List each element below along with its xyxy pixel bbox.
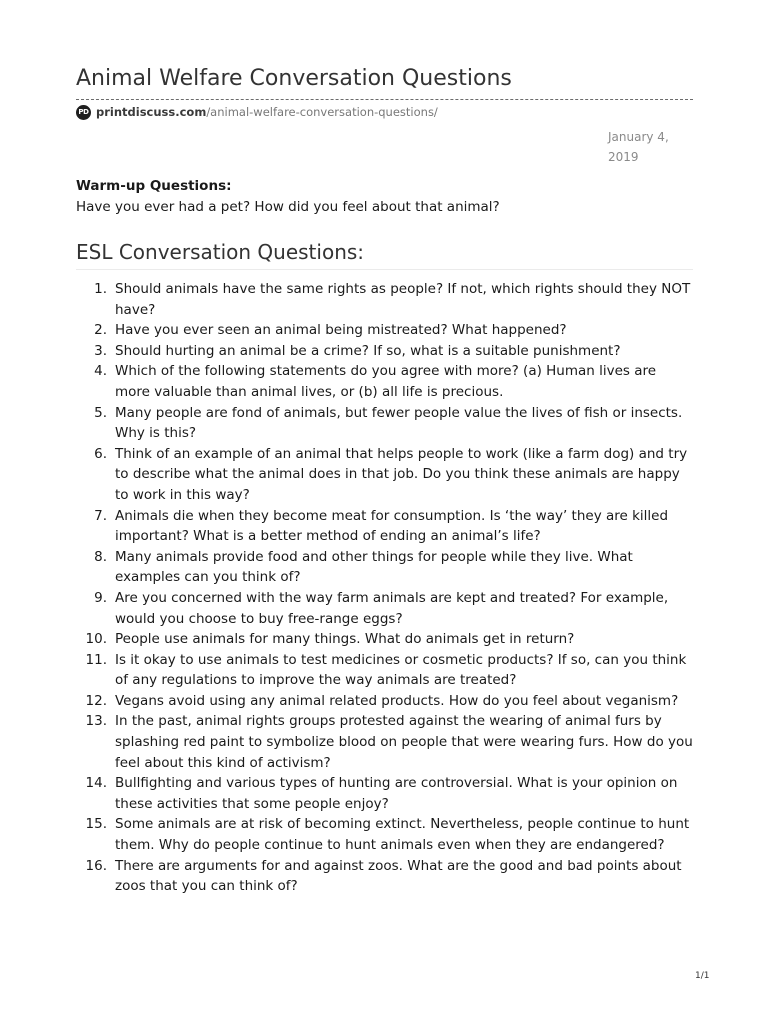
question-item xyxy=(76,444,693,506)
question-text: Bullfighting and various types of hunting are controversial. What is your opinion on these activities that some people enjoy? xyxy=(115,775,678,812)
question-item xyxy=(76,856,693,897)
question-item xyxy=(76,814,693,855)
section-divider xyxy=(76,269,693,270)
question-item xyxy=(76,588,693,629)
question-text: Many people are fond of animals, but fewer people value the lives of fish or insects. Why is this? xyxy=(115,404,683,442)
question-text: In the past, animal rights groups protested against the wearing of animal furs by splashing red paint to symbolize blood on people that were wearing furs. How do you feel about this kind of activism? xyxy=(115,713,693,771)
question-number: 14. xyxy=(85,775,107,792)
warmup-question: Have you ever had a pet? How did you feel about that animal? xyxy=(76,199,500,215)
question-number: 16. xyxy=(85,857,107,874)
question-text: Some animals are at risk of becoming extinct. Nevertheless, people continue to hunt them. Why do people continue to hunt animals even when they are endangered? xyxy=(115,816,690,854)
printdiscuss-logo-icon: PD xyxy=(76,105,91,120)
question-text: Vegans avoid using any animal related products. How do you feel about veganism? xyxy=(115,692,679,709)
title-divider xyxy=(76,99,693,100)
question-number: 15. xyxy=(85,816,107,833)
question-number: 10. xyxy=(85,631,107,648)
question-number: 12. xyxy=(85,692,107,709)
question-item xyxy=(76,279,693,320)
question-number: 5. xyxy=(94,404,107,421)
source-domain[interactable]: printdiscuss.com xyxy=(96,105,207,119)
question-text: Are you concerned with the way farm animals are kept and treated? For example, would you choose to buy free-range eggs? xyxy=(115,589,669,627)
question-text: Which of the following statements do you agree with more? (a) Human lives are more valuable than animal lives, or (b) all life is precious. xyxy=(115,363,657,400)
question-text: People use animals for many things. What do animals get in return? xyxy=(115,631,575,648)
question-number: 1. xyxy=(94,281,107,297)
question-text: Animals die when they become meat for consumption. Is ‘the way’ they are killed important? What is a better method of ending an animal’s life? xyxy=(115,507,669,545)
warmup-label: Warm-up Questions: xyxy=(76,178,232,194)
question-number: 6. xyxy=(94,445,107,462)
source-link[interactable] xyxy=(76,104,438,120)
question-item xyxy=(76,711,693,773)
question-text: Is it okay to use animals to test medicines or cosmetic products? If so, can you think of any regulations to improve the way animals are treated? xyxy=(115,651,687,689)
question-item xyxy=(76,650,693,691)
question-item xyxy=(76,341,693,362)
question-number: 13. xyxy=(85,713,107,730)
question-number: 2. xyxy=(94,322,107,339)
question-item xyxy=(76,403,693,444)
question-text: Think of an example of an animal that helps people to work (like a farm dog) and try to describe what the animal does in that job. Do you think these animals are happy to work in this way? xyxy=(115,445,688,503)
question-number: 8. xyxy=(94,548,107,565)
question-item xyxy=(76,691,693,712)
page-title: Animal Welfare Conversation Questions xyxy=(76,66,512,91)
question-text: Have you ever seen an animal being mistreated? What happened? xyxy=(115,322,567,339)
question-text: There are arguments for and against zoos. What are the good and bad points about zoos that you can think of? xyxy=(115,857,682,895)
page-number: 1/1 xyxy=(695,971,710,981)
question-list xyxy=(76,279,693,897)
question-item xyxy=(76,320,693,341)
question-text: Should hurting an animal be a crime? If so, what is a suitable punishment? xyxy=(115,342,621,359)
question-number: 7. xyxy=(94,507,107,524)
section-heading: ESL Conversation Questions: xyxy=(76,240,365,264)
publish-date: January 4, 2019 xyxy=(608,130,669,164)
question-text: Many animals provide food and other things for people while they live. What examples can you think of? xyxy=(115,548,633,586)
question-item xyxy=(76,361,693,402)
question-item xyxy=(76,629,693,650)
question-number: 9. xyxy=(94,589,107,606)
question-item xyxy=(76,773,693,814)
question-number: 3. xyxy=(94,342,107,359)
question-item xyxy=(76,547,693,588)
source-path[interactable]: /animal-welfare-conversation-questions/ xyxy=(206,105,438,119)
question-number: 4. xyxy=(94,363,107,380)
question-number: 11. xyxy=(85,651,107,668)
question-text: Should animals have the same rights as people? If not, which rights should they NOT have? xyxy=(115,281,691,318)
question-item xyxy=(76,506,693,547)
